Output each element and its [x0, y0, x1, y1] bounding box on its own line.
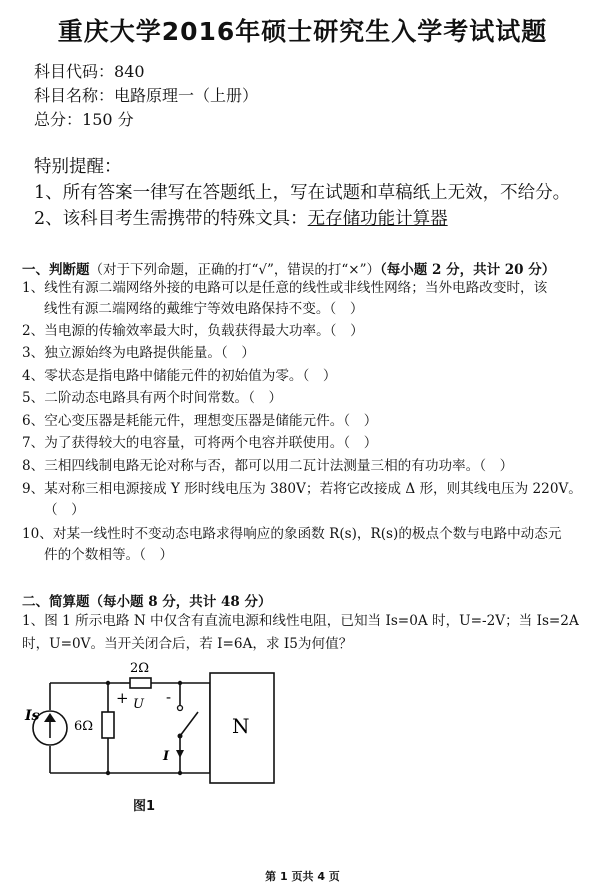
question-line: 5、二阶动态电路具有两个时间常数。（ ）	[22, 390, 283, 406]
section-2-question-1	[22, 610, 582, 656]
page-footer: 第 1 页共 4 页	[265, 870, 340, 883]
question-8	[22, 456, 582, 477]
notice-item-2	[34, 206, 570, 232]
section-1-desc: （对于下列命题，正确的打“√”，错误的打“×”）	[89, 262, 381, 278]
question-line: 9、某对称三相电源接成 Y 形时线电压为 380V；若将它改接成 Δ 形，则其线电压为 220V。	[22, 481, 582, 497]
subject-name-row	[34, 84, 258, 108]
question-2	[22, 321, 582, 342]
required-tool: 无存储功能计算器	[307, 209, 448, 229]
question-line: 4、零状态是指电路中储能元件的初始值为零。（ ）	[22, 368, 337, 384]
question-line: 8、三相四线制电路无论对称与否，都可以用二瓦计法测量三相的有功功率。（ ）	[22, 458, 514, 474]
current-arrow-icon	[176, 750, 184, 758]
question-3	[22, 343, 582, 364]
question-line: 线性有源二端网络的戴维宁等效电路保持不变。（ ）	[44, 301, 364, 317]
label-is: Is	[25, 708, 40, 724]
section-2-heading: 二、简算题（每小题 8 分，共计 48 分）	[22, 594, 272, 610]
question-7	[22, 433, 582, 454]
subject-code-row	[34, 60, 258, 84]
question-line: 2、当电源的传输效率最大时，负载获得最大功率。（ ）	[22, 323, 364, 339]
question-line: 件的个数相等。（ ）	[44, 547, 174, 563]
question-1	[22, 278, 582, 320]
label-6ohm: 6Ω	[74, 719, 94, 734]
section-1-score: （每小题 2 分，共计 20 分）	[380, 262, 556, 278]
question-4	[22, 366, 582, 387]
section-1-title: 一、判断题	[22, 262, 90, 278]
label-2ohm: 2Ω	[130, 661, 150, 676]
circuit-diagram	[20, 660, 290, 790]
question-line: 1、图 1 所示电路 N 中仅含有直流电源和线性电阻，已知当 Is=0A 时，U=-2V；当 Is=2A	[22, 613, 579, 629]
label-n: N	[232, 714, 250, 738]
question-line: 6、空心变压器是耗能元件，理想变压器是储能元件。（ ）	[22, 413, 378, 429]
question-10	[22, 524, 582, 566]
figure-caption: 图1	[133, 799, 156, 814]
subject-code-label: 科目代码：	[34, 62, 115, 81]
subject-name: 电路原理一（上册）	[114, 86, 259, 105]
section-1-heading	[22, 258, 555, 278]
exam-meta	[34, 60, 258, 132]
total-score: 150 分	[82, 110, 134, 129]
total-score-row	[34, 108, 258, 132]
notice-heading: 特别提醒：	[34, 157, 122, 177]
question-5	[22, 388, 582, 409]
notice-item-2-prefix: 2、该科目考生需携带的特殊文具：	[34, 209, 308, 229]
question-line: （ ）	[44, 502, 85, 518]
question-6	[22, 411, 582, 432]
question-line: 时，U=0V。当开关闭合后，若 I=6A，求 I5为何值？	[22, 636, 353, 652]
label-plus: +	[116, 689, 129, 707]
subject-name-label: 科目名称：	[34, 86, 115, 105]
label-i: I	[163, 749, 170, 764]
total-score-label: 总分：	[34, 110, 83, 129]
special-notice	[34, 154, 570, 232]
resistor-2ohm-icon	[130, 678, 151, 688]
question-line: 1、线性有源二端网络外接的电路可以是任意的线性或非线性网络；当外电路改变时，该	[22, 280, 548, 296]
resistor-6ohm-icon	[102, 712, 114, 738]
label-minus: -	[166, 688, 172, 706]
question-line: 10、对某一线性时不变动态电路求得响应的象函数 R(s)，R(s)的极点个数与电路中动态元	[22, 526, 562, 542]
label-u: U	[133, 697, 144, 712]
question-9	[22, 479, 582, 521]
notice-item-1: 1、所有答案一律写在答题纸上，写在试题和草稿纸上无效，不给分。	[34, 183, 571, 203]
question-line: 3、独立源始终为电路提供能量。（ ）	[22, 345, 255, 361]
question-line: 7、为了获得较大的电容量，可将两个电容并联使用。（ ）	[22, 435, 378, 451]
exam-title: 重庆大学2016年硕士研究生入学考试试题	[57, 17, 548, 46]
subject-code: 840	[114, 62, 145, 81]
